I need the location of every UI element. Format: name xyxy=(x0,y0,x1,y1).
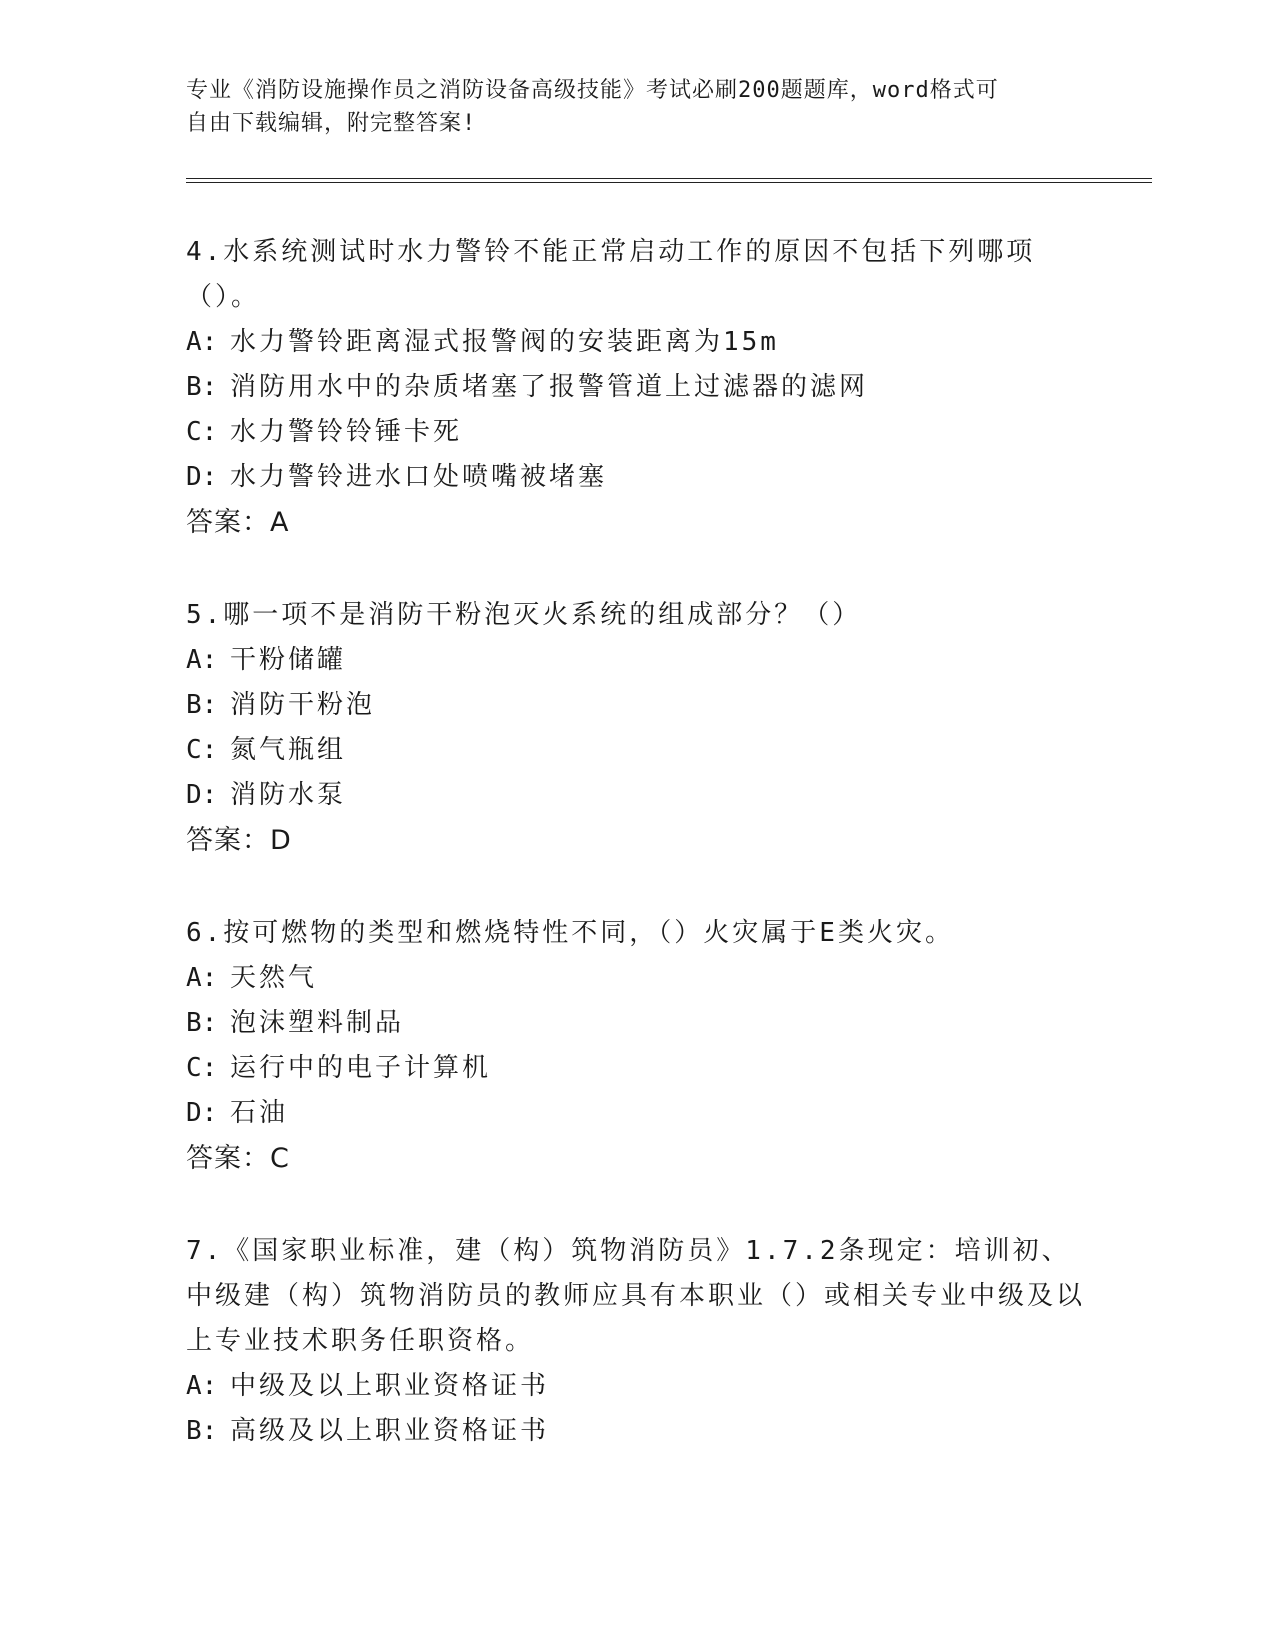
option-a xyxy=(186,638,1086,683)
option-letter: B: xyxy=(186,372,218,402)
option-text: 干粉储罐 xyxy=(230,645,347,675)
document-header xyxy=(186,74,1086,140)
option-a xyxy=(186,956,1086,1001)
question-text: 4.水系统测试时水力警铃不能正常启动工作的原因不包括下列哪项（）。 xyxy=(186,237,1036,312)
option-text: 中级及以上职业资格证书 xyxy=(230,1371,550,1401)
option-letter: A: xyxy=(186,327,218,357)
option-d xyxy=(186,455,1086,500)
answer-line: 答案：D xyxy=(186,825,292,856)
option-letter: A: xyxy=(186,963,218,993)
question-text: 5.哪一项不是消防干粉泡灭火系统的组成部分？（） xyxy=(186,600,862,630)
option-c xyxy=(186,728,1086,773)
option-text: 消防干粉泡 xyxy=(230,690,376,720)
option-d xyxy=(186,1091,1086,1136)
option-text: 运行中的电子计算机 xyxy=(230,1053,492,1083)
option-letter: D: xyxy=(186,1098,218,1128)
option-text: 高级及以上职业资格证书 xyxy=(230,1416,550,1446)
header-divider xyxy=(186,178,1152,183)
option-c xyxy=(186,410,1086,455)
option-c xyxy=(186,1046,1086,1091)
option-letter: B: xyxy=(186,1416,218,1446)
option-text: 石油 xyxy=(230,1098,289,1128)
option-text: 水力警铃铃锤卡死 xyxy=(230,417,463,447)
question-5 xyxy=(186,593,1086,863)
option-a xyxy=(186,320,1086,365)
question-7 xyxy=(186,1229,1086,1454)
option-text: 天然气 xyxy=(230,963,318,993)
header-line-2: 自由下载编辑，附完整答案! xyxy=(186,111,477,136)
option-d xyxy=(186,773,1086,818)
question-text: 6.按可燃物的类型和燃烧特性不同，（）火灾属于E类火灾。 xyxy=(186,918,954,948)
option-b xyxy=(186,683,1086,728)
option-letter: A: xyxy=(186,645,218,675)
option-text: 泡沫塑料制品 xyxy=(230,1008,405,1038)
answer-line: 答案：A xyxy=(186,507,290,538)
header-line-1: 专业《消防设施操作员之消防设备高级技能》考试必刷200题题库，word格式可 xyxy=(186,78,999,103)
option-text: 消防水泵 xyxy=(230,780,347,810)
option-b xyxy=(186,365,1086,410)
question-list xyxy=(186,230,1086,1502)
option-text: 水力警铃距离湿式报警阀的安装距离为15m xyxy=(230,327,779,357)
option-letter: D: xyxy=(186,462,218,492)
question-text: 7.《国家职业标准，建（构）筑物消防员》1.7.2条现定：培训初、中级建（构）筑物消防员的教师应具有本职业（）或相关专业中级及以上专业技术职务任职资格。 xyxy=(186,1236,1086,1356)
option-letter: C: xyxy=(186,735,218,765)
option-b xyxy=(186,1001,1086,1046)
option-letter: D: xyxy=(186,780,218,810)
option-letter: C: xyxy=(186,417,218,447)
option-letter: B: xyxy=(186,690,218,720)
question-4 xyxy=(186,230,1086,545)
question-6 xyxy=(186,911,1086,1181)
option-letter: C: xyxy=(186,1053,218,1083)
option-text: 氮气瓶组 xyxy=(230,735,347,765)
option-text: 消防用水中的杂质堵塞了报警管道上过滤器的滤网 xyxy=(230,372,869,402)
option-b xyxy=(186,1409,1086,1454)
option-a xyxy=(186,1364,1086,1409)
option-letter: B: xyxy=(186,1008,218,1038)
option-letter: A: xyxy=(186,1371,218,1401)
answer-line: 答案：C xyxy=(186,1143,290,1174)
option-text: 水力警铃进水口处喷嘴被堵塞 xyxy=(230,462,608,492)
